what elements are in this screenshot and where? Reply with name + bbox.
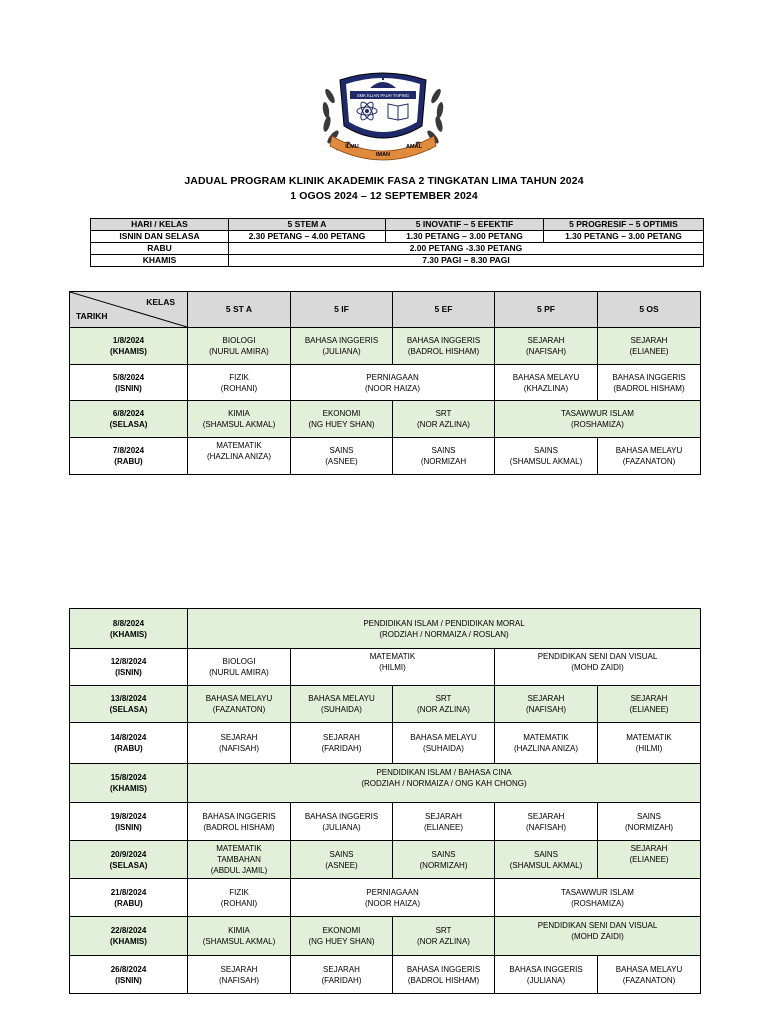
date-text: 7/8/2024 xyxy=(112,446,145,455)
class-column-header: 5 EF xyxy=(393,292,495,328)
subject-cell xyxy=(495,649,701,686)
teacher-text: (NAFISAH) xyxy=(219,975,259,985)
date-text: 1/8/2024 xyxy=(112,336,145,345)
weekday-text: (RABU) xyxy=(114,744,143,753)
date-cell xyxy=(70,438,188,475)
date-text: 19/8/2024 xyxy=(110,811,147,821)
teacher-text: (BADROL HISHAM) xyxy=(407,347,480,356)
date-cell xyxy=(70,686,188,723)
date-text: 14/8/2024 xyxy=(110,733,147,742)
subject-text: PENDIDIKAN SENI DAN VISUAL xyxy=(537,920,658,930)
date-cell xyxy=(70,649,188,686)
date-text: 21/8/2024 xyxy=(110,887,147,897)
subject-cell xyxy=(495,438,598,475)
date-text: 15/8/2024 xyxy=(110,773,147,782)
subject-text: FIZIK xyxy=(229,887,249,897)
teacher-text: TAMBAHAN xyxy=(217,855,261,864)
teacher-text: (ELIANEE) xyxy=(629,705,669,714)
subject-text: SEJARAH xyxy=(630,694,668,703)
teacher-text: (ROSHAMIZA) xyxy=(571,420,624,429)
subject-cell xyxy=(291,803,393,841)
subject-text: KIMIA xyxy=(228,409,250,418)
schedule-body-2 xyxy=(70,609,701,994)
teacher-text: (SHAMSUL AKMAL) xyxy=(202,420,276,429)
class-column-header: 5 ST A xyxy=(188,292,291,328)
corner-header-cell xyxy=(70,292,188,328)
subject-text: MATEMATIK xyxy=(216,844,262,853)
teacher-text: (NG HUEY SHAN) xyxy=(308,420,375,429)
subject-cell xyxy=(495,879,701,917)
subject-text: BIOLOGI xyxy=(222,336,256,345)
teacher-text: (ROSHAMIZA) xyxy=(571,898,624,908)
subject-text: MATEMATIK xyxy=(369,651,416,661)
session-header-row xyxy=(91,219,704,231)
schedule-row xyxy=(70,438,701,475)
subject-text: SAINS xyxy=(329,849,354,859)
teacher-text: (NORMIZAH) xyxy=(625,822,674,832)
teacher-text: (FAZANATON) xyxy=(622,457,676,466)
schedule-row xyxy=(70,917,701,956)
date-text: 22/8/2024 xyxy=(110,926,147,935)
subject-cell xyxy=(188,723,291,764)
teacher-text: (NORMIZAH) xyxy=(419,860,468,870)
subject-cell xyxy=(495,841,598,879)
corner-tarikh-label: TARIKH xyxy=(76,311,108,321)
subject-cell xyxy=(598,365,701,401)
schedule-row xyxy=(70,401,701,438)
schedule-row xyxy=(70,365,701,401)
teacher-text xyxy=(188,789,700,800)
subject-cell xyxy=(188,401,291,438)
teacher-text: (HAZLINA ANIZA) xyxy=(206,451,271,461)
subject-text: BAHASA MELAYU xyxy=(615,964,683,974)
subject-text: SAINS xyxy=(637,811,662,821)
teacher-text: (FARIDAH) xyxy=(321,975,362,985)
subject-text: BAHASA INGGERIS xyxy=(304,336,379,345)
weekday-text: (RABU) xyxy=(114,457,143,466)
teacher-text: (JULIANA) xyxy=(526,975,566,985)
date-cell xyxy=(70,764,188,803)
teacher-text xyxy=(291,673,494,684)
subject-text: BAHASA MELAYU xyxy=(512,372,580,382)
date-cell xyxy=(70,841,188,879)
session-row xyxy=(91,243,704,255)
schedule-row xyxy=(70,649,701,686)
subject-text: SEJARAH xyxy=(425,811,462,821)
subject-text: TASAWWUR ISLAM xyxy=(561,887,634,897)
teacher-text: (ELIANEE) xyxy=(629,855,669,864)
date-cell xyxy=(70,723,188,764)
schedule-table-1 xyxy=(69,291,701,475)
teacher-text: (FARIDAH) xyxy=(321,744,362,753)
subject-text: BAHASA INGGERIS xyxy=(509,964,583,974)
day-cell: KHAMIS xyxy=(91,255,229,267)
document-title: JADUAL PROGRAM KLINIK AKADEMIK FASA 2 TINGKATAN LIMA TAHUN 2024 xyxy=(184,175,584,187)
session-time-table xyxy=(90,218,704,267)
subject-cell xyxy=(291,917,393,956)
teacher-text: (NOR AZLINA) xyxy=(417,937,470,946)
teacher-text: (NURUL AMIRA) xyxy=(209,347,269,356)
subject-text: SEJARAH xyxy=(527,811,565,821)
subject-cell xyxy=(291,686,393,723)
subject-cell xyxy=(598,803,701,841)
subject-text: SAINS xyxy=(533,446,558,455)
teacher-text: (FAZANATON) xyxy=(212,705,266,714)
subject-text: MATEMATIK xyxy=(523,733,569,742)
subject-text: SEJARAH xyxy=(630,844,668,853)
date-text: 20/9/2024 xyxy=(110,849,147,859)
teacher-text: (SHAMSUL AKMAL) xyxy=(509,457,583,466)
corner-kelas-label: KELAS xyxy=(146,297,175,307)
weekday-text: (KHAMIS) xyxy=(110,629,147,639)
weekday-text: (ISNIN) xyxy=(115,822,142,832)
time-cell: 1.30 PETANG – 3.00 PETANG xyxy=(544,231,704,243)
subject-cell xyxy=(291,365,495,401)
teacher-text: (BADROL HISHAM) xyxy=(613,383,685,393)
subject-text: SEJARAH xyxy=(527,336,565,345)
subject-text: PENDIDIKAN ISLAM / BAHASA CINA xyxy=(376,767,512,777)
time-cell: 7.30 PAGI – 8.30 PAGI xyxy=(229,255,704,267)
subject-cell xyxy=(393,956,495,994)
date-cell xyxy=(70,365,188,401)
subject-text: BAHASA MELAYU xyxy=(205,694,273,703)
teacher-text xyxy=(495,942,700,953)
subject-cell xyxy=(495,686,598,723)
teacher-text: (ASNEE) xyxy=(325,457,358,466)
teacher-text: (MOHD ZAIDI) xyxy=(571,931,624,941)
subject-cell xyxy=(495,401,701,438)
date-text: 26/8/2024 xyxy=(110,964,147,974)
schedule-row xyxy=(70,686,701,723)
subject-cell xyxy=(393,328,495,365)
date-text: 6/8/2024 xyxy=(112,409,145,418)
subject-cell xyxy=(495,365,598,401)
teacher-text: (NAFISAH) xyxy=(526,705,566,714)
subject-cell xyxy=(393,401,495,438)
subject-cell xyxy=(291,438,393,475)
subject-text: SEJARAH xyxy=(630,336,668,345)
teacher-text: (NORMIZAH xyxy=(420,457,467,466)
teacher-text: (NOOR HAIZA) xyxy=(364,898,421,908)
subject-text: MATEMATIK xyxy=(626,733,672,742)
day-cell: ISNIN DAN SELASA xyxy=(91,231,229,243)
class-column-header: 5 OS xyxy=(598,292,701,328)
ribbon-word-2: IMAN xyxy=(375,152,391,158)
schedule-row xyxy=(70,841,701,879)
date-cell xyxy=(70,401,188,438)
teacher-text: (NOR AZLINA) xyxy=(417,705,470,714)
subject-text: SRT xyxy=(435,409,452,418)
ribbon-word-1: ILMU xyxy=(345,144,359,150)
date-cell xyxy=(70,609,188,649)
teacher-text: (BADROL HISHAM) xyxy=(407,975,480,985)
subject-text: PENDIDIKAN ISLAM / PENDIDIKAN MORAL xyxy=(363,618,525,628)
teacher-text: (NURUL AMIRA) xyxy=(209,668,269,677)
teacher-text: (ELIANEE) xyxy=(629,347,669,356)
subject-text: SEJARAH xyxy=(527,694,565,703)
subject-cell xyxy=(291,401,393,438)
subject-cell xyxy=(393,803,495,841)
subject-text: EKONOMI xyxy=(322,409,361,418)
subject-text: MATEMATIK xyxy=(216,440,262,450)
schedule-row xyxy=(70,609,701,649)
schedule-row xyxy=(70,328,701,365)
subject-cell xyxy=(188,438,291,475)
subject-cell xyxy=(598,686,701,723)
date-text: 13/8/2024 xyxy=(110,694,147,703)
schedule-row xyxy=(70,956,701,994)
teacher-text: (HILMI) xyxy=(635,744,663,753)
teacher-text xyxy=(495,673,700,684)
teacher-text: (JULIANA) xyxy=(322,347,361,356)
subject-text: BAHASA INGGERIS xyxy=(406,336,481,345)
subject-text: SAINS xyxy=(329,446,354,455)
teacher-text: (FAZANATON) xyxy=(622,975,676,985)
subject-text: BAHASA INGGERIS xyxy=(406,964,481,974)
subject-text: BAHASA MELAYU xyxy=(410,733,477,742)
teacher-text: (SHAMSUL AKMAL) xyxy=(509,860,583,870)
subject-cell xyxy=(188,917,291,956)
subject-text: SAINS xyxy=(431,849,456,859)
weekday-text: (ISNIN) xyxy=(115,668,142,677)
date-cell xyxy=(70,879,188,917)
open-book-icon xyxy=(388,104,408,120)
weekday-text: (KHAMIS) xyxy=(110,784,147,793)
weekday-text: (RABU) xyxy=(114,898,143,908)
subject-cell xyxy=(291,841,393,879)
teacher-text xyxy=(598,865,700,876)
school-crest-logo xyxy=(318,66,448,164)
subject-cell xyxy=(188,609,701,649)
weekday-text: (SELASA) xyxy=(109,420,148,429)
header-cell: 5 STEM A xyxy=(229,219,386,231)
subject-text: PERNIAGAAN xyxy=(366,372,419,382)
time-cell: 2.30 PETANG – 4.00 PETANG xyxy=(229,231,386,243)
subject-text: FIZIK xyxy=(229,372,249,382)
weekday-text: (SELASA) xyxy=(109,860,148,870)
subject-cell xyxy=(393,917,495,956)
subject-text: SEJARAH xyxy=(220,733,258,742)
teacher-text: (SUHAIDA) xyxy=(321,705,362,714)
teacher-text xyxy=(188,462,290,473)
weekday-text: (SELASA) xyxy=(109,705,148,714)
subject-cell xyxy=(495,803,598,841)
date-text: 8/8/2024 xyxy=(112,618,145,628)
teacher-text: (ROHANI) xyxy=(220,898,258,908)
subject-cell xyxy=(393,723,495,764)
subject-cell xyxy=(393,841,495,879)
subject-text: PERNIAGAAN xyxy=(366,887,419,897)
subject-cell xyxy=(291,879,495,917)
subject-text: TASAWWUR ISLAM xyxy=(561,409,634,418)
subject-cell xyxy=(393,438,495,475)
subject-cell xyxy=(188,956,291,994)
header-cell: HARI / KELAS xyxy=(91,219,229,231)
subject-cell xyxy=(188,764,701,803)
teacher-text: (NAFISAH) xyxy=(219,744,259,753)
teacher-text: (HAZLINA ANIZA) xyxy=(513,744,578,753)
class-column-header: 5 IF xyxy=(291,292,393,328)
time-cell: 1.30 PETANG – 3.00 PETANG xyxy=(386,231,544,243)
teacher-text: (MOHD ZAIDI) xyxy=(571,662,624,672)
teacher-text: (SUHAIDA) xyxy=(423,744,464,753)
schedule-row xyxy=(70,764,701,803)
weekday-text: (ISNIN) xyxy=(115,975,142,985)
subject-text: BAHASA MELAYU xyxy=(308,694,375,703)
session-row xyxy=(91,255,704,267)
subject-cell xyxy=(291,723,393,764)
teacher-text: (RODZIAH / NORMAIZA / ONG KAH CHONG) xyxy=(361,778,527,788)
subject-text: EKONOMI xyxy=(322,926,361,935)
subject-cell xyxy=(598,956,701,994)
subject-cell xyxy=(598,438,701,475)
teacher-text: (NOR AZLINA) xyxy=(417,420,470,429)
teacher-text: (NAFISAH) xyxy=(526,822,566,832)
subject-text: SEJARAH xyxy=(323,964,360,974)
weekday-text: (ISNIN) xyxy=(115,383,142,393)
schedule-header-row xyxy=(70,292,701,328)
date-text: 12/8/2024 xyxy=(110,657,147,666)
date-text: 5/8/2024 xyxy=(112,372,145,382)
teacher-text: (BADROL HISHAM) xyxy=(203,822,275,832)
subject-cell xyxy=(598,328,701,365)
subject-text: SRT xyxy=(435,694,452,703)
subject-cell xyxy=(188,365,291,401)
subject-text: BAHASA INGGERIS xyxy=(202,811,276,821)
subject-cell xyxy=(291,328,393,365)
subject-text: PENDIDIKAN SENI DAN VISUAL xyxy=(537,651,658,661)
subject-cell xyxy=(188,328,291,365)
subject-cell xyxy=(188,879,291,917)
teacher-text: (NOOR HAIZA) xyxy=(364,383,421,393)
date-cell xyxy=(70,803,188,841)
date-cell xyxy=(70,956,188,994)
header-cell: 5 PROGRESIF – 5 OPTIMIS xyxy=(544,219,704,231)
teacher-text: (HILMI) xyxy=(379,662,406,672)
subject-cell xyxy=(495,956,598,994)
subject-text: SRT xyxy=(435,926,452,935)
schedule-row xyxy=(70,879,701,917)
schedule-row xyxy=(70,723,701,764)
subject-text: SEJARAH xyxy=(323,733,360,742)
subject-cell xyxy=(188,649,291,686)
subject-cell xyxy=(291,956,393,994)
subject-text: BAHASA INGGERIS xyxy=(612,372,686,382)
subject-text: SAINS xyxy=(533,849,558,859)
subject-cell xyxy=(598,723,701,764)
subject-cell xyxy=(188,686,291,723)
subject-cell xyxy=(393,686,495,723)
header-cell: 5 INOVATIF – 5 EFEKTIF xyxy=(386,219,544,231)
subject-cell xyxy=(188,841,291,879)
subject-text: BAHASA MELAYU xyxy=(615,446,683,455)
teacher-text: (ASNEE) xyxy=(325,860,358,870)
subject-text: BIOLOGI xyxy=(222,657,256,666)
weekday-text: (KHAMIS) xyxy=(110,347,147,356)
crest-school-name: SMK KLIAN PAUH TAIPING xyxy=(356,93,410,98)
class-column-header: 5 PF xyxy=(495,292,598,328)
subject-cell xyxy=(495,723,598,764)
teacher-text: (KHAZLINA) xyxy=(523,383,569,393)
subject-cell xyxy=(598,841,701,879)
session-row xyxy=(91,231,704,243)
subject-text: SEJARAH xyxy=(220,964,258,974)
date-cell xyxy=(70,917,188,956)
teacher-text: (JULIANA) xyxy=(322,822,361,832)
subject-cell xyxy=(188,803,291,841)
subject-text: BAHASA INGGERIS xyxy=(304,811,379,821)
schedule-body-1 xyxy=(70,328,701,475)
subject-cell xyxy=(291,649,495,686)
teacher-text: (ROHANI) xyxy=(220,383,258,393)
subject-text: SAINS xyxy=(431,446,456,455)
date-cell xyxy=(70,328,188,365)
teacher-text: (NG HUEY SHAN) xyxy=(308,937,375,946)
day-cell: RABU xyxy=(91,243,229,255)
subject-cell xyxy=(495,917,701,956)
teacher-text: (SHAMSUL AKMAL) xyxy=(202,937,276,946)
subject-text: KIMIA xyxy=(228,926,250,935)
ribbon-word-3: AMAL xyxy=(406,144,422,150)
teacher-text: (RODZIAH / NORMAIZA / ROSLAN) xyxy=(379,629,509,639)
document-date-range: 1 OGOS 2024 – 12 SEPTEMBER 2024 xyxy=(290,190,478,202)
teacher-text: (ELIANEE) xyxy=(423,822,464,832)
schedule-table-2 xyxy=(69,608,701,994)
teacher-text: (NAFISAH) xyxy=(526,347,566,356)
teacher-text: (ABDUL JAMIL) xyxy=(210,866,268,875)
time-cell: 2.00 PETANG -3.30 PETANG xyxy=(229,243,704,255)
weekday-text: (KHAMIS) xyxy=(110,937,147,946)
subject-cell xyxy=(495,328,598,365)
schedule-row xyxy=(70,803,701,841)
